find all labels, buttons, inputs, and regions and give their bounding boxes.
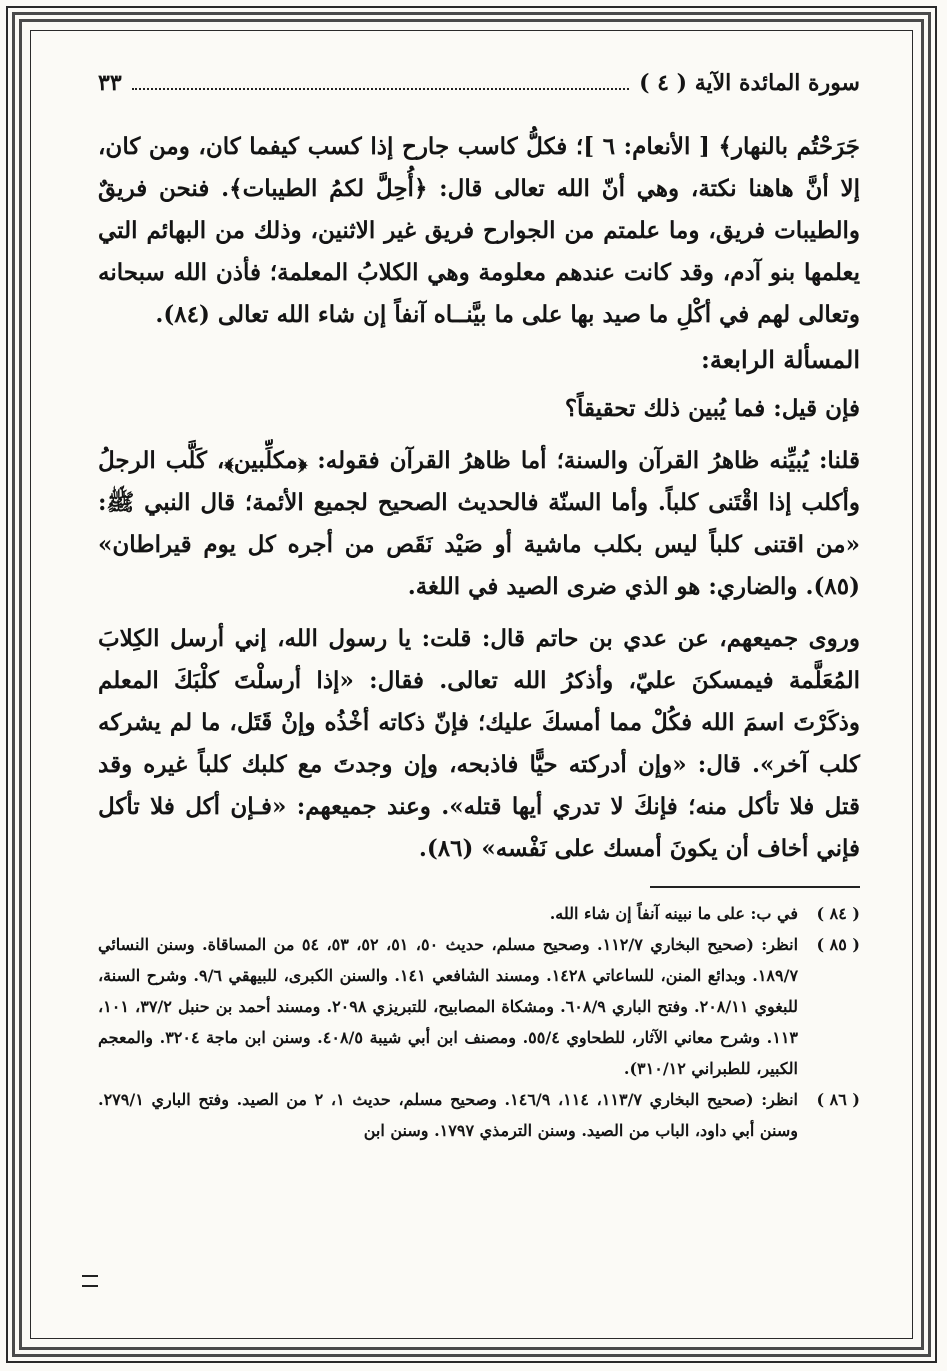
- footnote-separator: [650, 886, 860, 888]
- footnote-text: انظر: (صحيح البخاري ١١٣/٧، ١١٤، ١٤٦/٩. وصحيح مسلم، حديث ١، ٢ من الصيد. وفتح الباري ٢٧٩/١. وسنن أبي داود، الباب من الصيد. وسنن الترمذي ١٧٩٧. وسنن ابن: [98, 1090, 798, 1140]
- page-content: [98, 70, 860, 1146]
- section-heading: المسألة الرابعة:: [701, 345, 860, 374]
- footnote: [98, 929, 860, 1084]
- continuation-mark: [82, 1275, 98, 1287]
- header-dotted-leader: [132, 88, 629, 90]
- footnote-text: في ب: على ما نبينه آنفاً إن شاء الله.: [549, 904, 798, 923]
- footnote: [98, 898, 860, 929]
- running-header: [98, 70, 860, 118]
- footnote-number: ( ٨٦ ): [816, 1090, 860, 1109]
- paragraph: قلنا: يُبيِّنه ظاهرُ القرآن والسنة؛ أما ظاهرُ القرآن فقوله: ﴿مكلِّبين﴾، كَلَّب الرجلُ وأكلب إذا اقْتَنى كلباً. وأما السنّة فالحديث الصحيح لجميع الأئمة؛ قال النبي ﷺ: «من اقتنى كلباً ليس بكلب ماشية أو صَيْد نَقَص من أجره كل يوم قيراطان» (٨٥). والضاري: هو الذي ضرى الصيد في اللغة.: [98, 447, 860, 600]
- footnote-number: ( ٨٤ ): [816, 904, 860, 923]
- paragraph: جَرَحْتُم بالنهار﴾ [ الأنعام: ٦ ]؛ فكلُّ كاسب جارح إذا كسب كيفما كان، ومن كان، إلا أنَّ هاهنا نكتة، وهي أنّ الله تعالى قال: ﴿أُحِلَّ لكمُ الطيبات﴾. فنحن فريقٌ والطيبات فريق، وما علمتم من الجوارح فريق غير الاثنين، وذلك من البهائم التي يعلمها بنو آدم، وقد كانت عندهم معلومة وهي الكلابُ المعلمة؛ فأذن الله سبحانه وتعالى لهم في أكْلِ ما صيد بها على ما بيَّنــاه آنفاً إن شاء الله تعالى (٨٤).: [98, 133, 860, 328]
- footnote-number: ( ٨٥ ): [816, 935, 860, 954]
- page-number: ٣٣: [98, 70, 122, 96]
- footnote: [98, 1084, 860, 1146]
- paragraph: وروى جميعهم، عن عدي بن حاتم قال: قلت: يا رسول الله، إني أرسل الكِلابَ المُعَلَّمة فيمسكنَ عليّ، وأذكرُ الله تعالى. فقال: «إذا أرسلْتَ كلْبَكَ المعلم وذكَرْتَ اسمَ الله فكُلْ مما أمسكَ عليك؛ فإنّ ذكاته أخْذُه وإنْ قَتَل، ما لم يشركه كلب آخر». قال: «وإن أدركته حيًّا فاذبحه، وإن وجدتَ مع كلبك كلباً غيره وقد قتل فلا تأكل منه؛ فإنكَ لا تدري أيها قتله». وعند جميعهم: «فـإن أكل فلا تأكل فإني أخاف أن يكونَ أمسك على نَفْسه» (٨٦).: [98, 625, 860, 862]
- footnote-text: انظر: (صحيح البخاري ١١٢/٧. وصحيح مسلم، حديث ٥٠، ٥١، ٥٢، ٥٣، ٥٤ من المساقاة. وسنن النسائي ١٨٩/٧. وبدائع المنن، للساعاتي ١٤٢٨. ومسند الشافعي ١٤١. والسنن الكبرى، للبيهقي ٩/٦. وشرح السنة، للبغوي ٢٠٨/١١. وفتح الباري ٦٠٨/٩. ومشكاة المصابيح، للتبريزي ٢٠٩٨. ومسند أحمد بن حنبل ٣٧/٢، ١٠١، ١١٣. وشرح معاني الآثار، للطحاوي ٥٥/٤. ومصنف ابن أبي شيبة ٤٠٨/٥. وسنن ابن ماجة ٣٢٠٤. والمعجم الكبير، للطبراني ٣١٠/١٢).: [98, 935, 799, 1078]
- paragraph: فإن قيل: فما يُبين ذلك تحقيقاً؟: [564, 395, 860, 422]
- paragraph-gap: [98, 430, 860, 440]
- running-header-title: سورة المائدة الآية ( ٤ ): [639, 70, 860, 96]
- paragraph-gap: [98, 608, 860, 618]
